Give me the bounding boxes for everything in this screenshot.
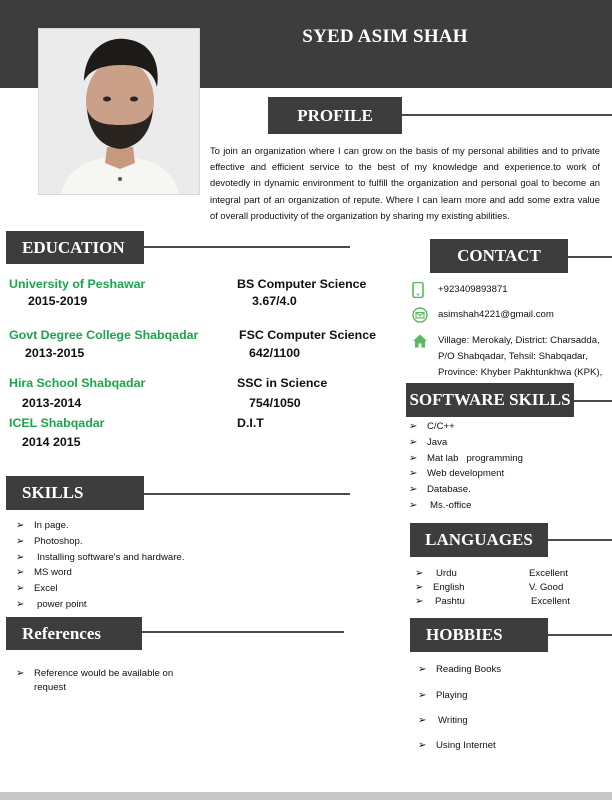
language-level: Excellent bbox=[531, 595, 570, 607]
arrow-bullet-icon: ➢ bbox=[409, 421, 418, 433]
hobby-label: Playing bbox=[436, 690, 468, 701]
list-item-label: C/C++ bbox=[427, 421, 455, 433]
list-item bbox=[409, 466, 523, 482]
education-degree: BS Computer Science bbox=[237, 277, 367, 291]
education-degree: FSC Computer Science bbox=[239, 328, 377, 342]
phone-icon bbox=[412, 282, 434, 298]
arrow-bullet-icon: ➢ bbox=[409, 468, 418, 480]
mail-icon bbox=[412, 307, 434, 323]
list-item bbox=[409, 419, 523, 435]
arrow-bullet-icon: ➢ bbox=[415, 595, 424, 607]
languages-divider bbox=[548, 539, 612, 541]
arrow-bullet-icon: ➢ bbox=[16, 551, 25, 563]
language-name: Pashtu bbox=[435, 595, 465, 607]
contact-phone: +923409893871 bbox=[438, 284, 508, 295]
list-item bbox=[409, 497, 523, 513]
contact-title: CONTACT bbox=[457, 246, 541, 265]
list-item-label: Installing software's and hardware. bbox=[37, 551, 185, 563]
arrow-bullet-icon: ➢ bbox=[415, 567, 424, 579]
language-row bbox=[415, 594, 570, 608]
language-level: Excellent bbox=[529, 567, 568, 579]
education-degree: D.I.T bbox=[237, 416, 264, 430]
hobbies-title: HOBBIES bbox=[426, 625, 503, 644]
hobby-label: Using Internet bbox=[436, 740, 496, 751]
education-school: ICEL Shabqadar bbox=[9, 416, 105, 430]
references-note bbox=[16, 667, 173, 695]
arrow-bullet-icon: ➢ bbox=[418, 715, 427, 726]
language-name: English bbox=[433, 581, 465, 593]
arrow-bullet-icon: ➢ bbox=[415, 581, 424, 593]
contact-phone-row bbox=[412, 282, 508, 298]
list-item-label: Photoshop. bbox=[34, 536, 83, 548]
profile-photo bbox=[38, 28, 200, 195]
references-divider bbox=[142, 631, 344, 633]
list-item-label: MS word bbox=[34, 567, 72, 579]
arrow-bullet-icon: ➢ bbox=[16, 520, 25, 532]
list-item-label: Mat lab programming bbox=[427, 452, 523, 464]
list-item bbox=[16, 534, 184, 550]
language-row bbox=[415, 580, 563, 594]
software-skills-heading bbox=[406, 383, 574, 417]
list-item bbox=[409, 435, 523, 451]
hobbies-heading bbox=[410, 618, 548, 652]
language-name: Urdu bbox=[436, 567, 457, 579]
education-title: EDUCATION bbox=[22, 237, 125, 257]
education-years: 2013-2015 bbox=[25, 346, 85, 360]
contact-address bbox=[438, 333, 602, 381]
hobbies-divider bbox=[548, 634, 612, 636]
list-item-label: Ms.-office bbox=[430, 499, 472, 511]
contact-address-row bbox=[412, 333, 602, 381]
address-line: Province: Khyber Pakhtunkhwa (KPK), bbox=[438, 367, 603, 378]
skills-title: SKILLS bbox=[22, 483, 84, 502]
languages-heading bbox=[410, 523, 548, 557]
list-item-label: Database. bbox=[427, 484, 471, 496]
list-item bbox=[409, 482, 523, 498]
arrow-bullet-icon: ➢ bbox=[16, 567, 25, 579]
software-skills-list bbox=[409, 419, 523, 513]
list-item-label: Web development bbox=[427, 468, 505, 480]
education-heading bbox=[6, 231, 144, 264]
address-line: Village: Merokaly, District: Charsadda, bbox=[438, 335, 600, 346]
profile-divider bbox=[402, 114, 612, 116]
arrow-bullet-icon: ➢ bbox=[16, 598, 25, 610]
education-score: 3.67/4.0 bbox=[252, 294, 297, 308]
profile-text: To join an organization where I can grow on the basis of my personal abilities and to private effective and efficient service to the best of my knowledge and experience.to work of devotedly in dynamic environment to fulfill the organization and personal goal to become an integral part of an organization of repute. Where I can learn more and add some extra value of overall productivity of the organization by sharing my existing abilities. bbox=[210, 145, 600, 221]
arrow-bullet-icon: ➢ bbox=[409, 484, 418, 496]
education-school: University of Peshawar bbox=[9, 277, 146, 291]
arrow-bullet-icon: ➢ bbox=[418, 664, 427, 675]
education-years: 2013-2014 bbox=[22, 396, 82, 410]
list-item bbox=[409, 450, 523, 466]
education-years: 2015-2019 bbox=[28, 294, 88, 308]
candidate-name: SYED ASIM SHAH bbox=[302, 26, 468, 47]
hobby-item bbox=[418, 664, 501, 675]
person-portrait bbox=[39, 29, 200, 195]
list-item-label: Excel bbox=[34, 583, 58, 595]
languages-title: LANGUAGES bbox=[425, 530, 533, 549]
list-item bbox=[16, 596, 184, 612]
arrow-bullet-icon: ➢ bbox=[409, 437, 418, 449]
education-years: 2014 2015 bbox=[22, 435, 81, 449]
list-item-label: In page. bbox=[34, 520, 69, 532]
hobby-item bbox=[418, 715, 468, 726]
references-heading bbox=[6, 617, 142, 650]
references-title: References bbox=[22, 623, 101, 643]
contact-divider bbox=[568, 256, 612, 258]
hobby-label: Reading Books bbox=[436, 664, 502, 675]
address-line: P/O Shabqadar, Tehsil: Shabqadar, bbox=[438, 351, 588, 362]
profile-heading bbox=[268, 97, 402, 134]
hobby-item bbox=[418, 740, 496, 751]
education-school: Hira School Shabqadar bbox=[9, 376, 146, 390]
skills-list bbox=[16, 518, 184, 612]
education-school: Govt Degree College Shabqadar bbox=[9, 328, 199, 342]
arrow-bullet-icon: ➢ bbox=[409, 499, 418, 511]
contact-email[interactable]: asimshah4221@gmail.com bbox=[438, 309, 554, 320]
arrow-bullet-icon: ➢ bbox=[418, 690, 427, 701]
education-degree: SSC in Science bbox=[237, 376, 328, 390]
list-item bbox=[16, 518, 184, 534]
language-row bbox=[415, 566, 568, 580]
references-line: request bbox=[34, 682, 66, 693]
language-level: V. Good bbox=[529, 581, 564, 593]
footer-bar bbox=[0, 792, 612, 800]
skills-divider bbox=[144, 493, 350, 495]
arrow-bullet-icon: ➢ bbox=[16, 536, 25, 548]
list-item bbox=[16, 549, 184, 565]
arrow-bullet-icon: ➢ bbox=[16, 583, 25, 595]
hobby-item bbox=[418, 690, 467, 701]
references-line: Reference would be available on bbox=[34, 668, 174, 679]
software-skills-divider bbox=[574, 400, 612, 402]
education-score: 642/1100 bbox=[249, 346, 300, 360]
software-skills-title: SOFTWARE SKILLS bbox=[409, 390, 571, 409]
profile-title: PROFILE bbox=[297, 105, 373, 125]
list-item-label: Java bbox=[427, 437, 448, 449]
contact-heading bbox=[430, 239, 568, 273]
arrow-bullet-icon: ➢ bbox=[409, 452, 418, 464]
list-item bbox=[16, 565, 184, 581]
arrow-bullet-icon: ➢ bbox=[418, 740, 427, 751]
home-icon bbox=[412, 333, 434, 349]
list-item bbox=[16, 581, 184, 597]
contact-email-row bbox=[412, 307, 554, 323]
arrow-bullet-icon: ➢ bbox=[16, 668, 25, 679]
hobby-label: Writing bbox=[438, 715, 468, 726]
list-item-label: power point bbox=[37, 598, 87, 610]
education-score: 754/1050 bbox=[249, 396, 301, 410]
skills-heading bbox=[6, 476, 144, 510]
education-divider bbox=[144, 246, 350, 248]
references-text bbox=[34, 667, 173, 695]
